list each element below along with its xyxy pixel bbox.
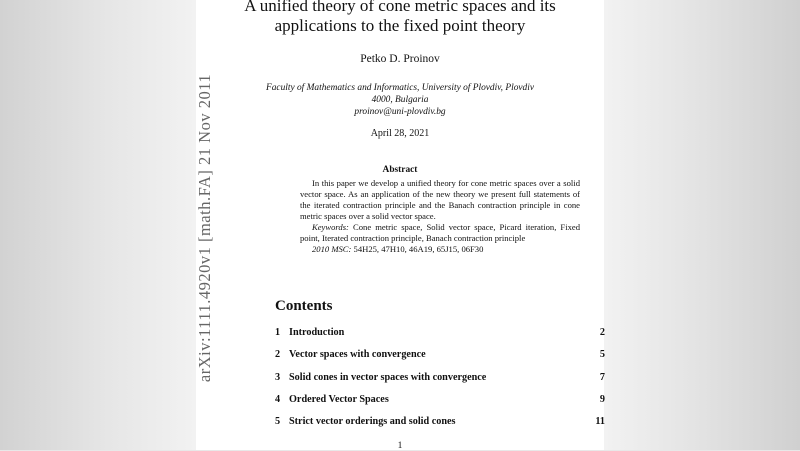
toc-entry-1[interactable] bbox=[275, 326, 605, 348]
toc-entry-5[interactable] bbox=[275, 415, 605, 437]
toc-number: 1 bbox=[275, 327, 281, 338]
paper-title bbox=[196, 0, 604, 36]
abstract-heading: Abstract bbox=[382, 165, 418, 175]
toc-title: Introduction bbox=[289, 327, 345, 338]
toc-page: 7 bbox=[599, 371, 605, 383]
toc-entry-2[interactable] bbox=[275, 348, 605, 370]
toc-title: Vector spaces with convergence bbox=[289, 349, 426, 361]
toc-page: 5 bbox=[599, 349, 605, 361]
abstract-block bbox=[300, 178, 580, 255]
msc-label: 2010 MSC: bbox=[312, 244, 352, 254]
msc-codes bbox=[300, 244, 580, 255]
title-line-2: applications to the fixed point theory bbox=[274, 16, 526, 35]
toc-page: 2 bbox=[599, 327, 605, 338]
toc-title: Solid cones in vector spaces with convergence bbox=[289, 371, 487, 383]
toc-number: 2 bbox=[275, 349, 281, 361]
toc-title: Ordered Vector Spaces bbox=[289, 393, 389, 405]
affiliation-line-2: 4000, Bulgaria bbox=[371, 95, 429, 105]
left-background bbox=[0, 0, 196, 450]
keywords-label: Keywords: bbox=[312, 222, 349, 232]
abstract-text: In this paper we develop a unified theory for cone metric spaces over a solid vector space. As an application of the new theory we present full statements of the iterated contraction principle and the Banach contraction principle in cone metric spaces over a solid vector space. bbox=[300, 178, 580, 221]
toc-page: 11 bbox=[595, 416, 605, 428]
toc-title: Strict vector orderings and solid cones bbox=[289, 416, 456, 428]
keywords-text: Cone metric space, Solid vector space, Picard iteration, Fixed point, Iterated contraction principle, Banach contraction principle bbox=[300, 222, 580, 243]
toc-entry-3[interactable] bbox=[275, 371, 605, 393]
affiliation-line-1: Faculty of Mathematics and Informatics, University of Plovdiv, Plovdiv bbox=[266, 83, 534, 93]
title-line-1: A unified theory of cone metric spaces and its bbox=[244, 0, 556, 15]
toc-number: 4 bbox=[275, 393, 281, 405]
paper-date: April 28, 2021 bbox=[370, 128, 430, 139]
page-number: 1 bbox=[397, 441, 403, 451]
arxiv-identifier-text: arXiv:1111.4920v1 [math.FA] 21 Nov 2011 bbox=[195, 73, 214, 383]
table-of-contents bbox=[275, 326, 605, 437]
msc-text: 54H25, 47H10, 46A19, 65J15, 06F30 bbox=[351, 244, 484, 254]
right-background bbox=[604, 0, 800, 450]
contents-heading: Contents bbox=[275, 298, 333, 314]
affiliation bbox=[196, 82, 604, 118]
toc-number: 3 bbox=[275, 371, 281, 383]
paper-page bbox=[196, 0, 604, 450]
keywords bbox=[300, 222, 580, 244]
author-email: proinov@uni-plovdiv.bg bbox=[354, 107, 446, 117]
toc-page: 9 bbox=[599, 393, 605, 405]
toc-number: 5 bbox=[275, 416, 281, 428]
toc-entry-4[interactable] bbox=[275, 393, 605, 415]
author-name: Petko D. Proinov bbox=[360, 53, 440, 65]
